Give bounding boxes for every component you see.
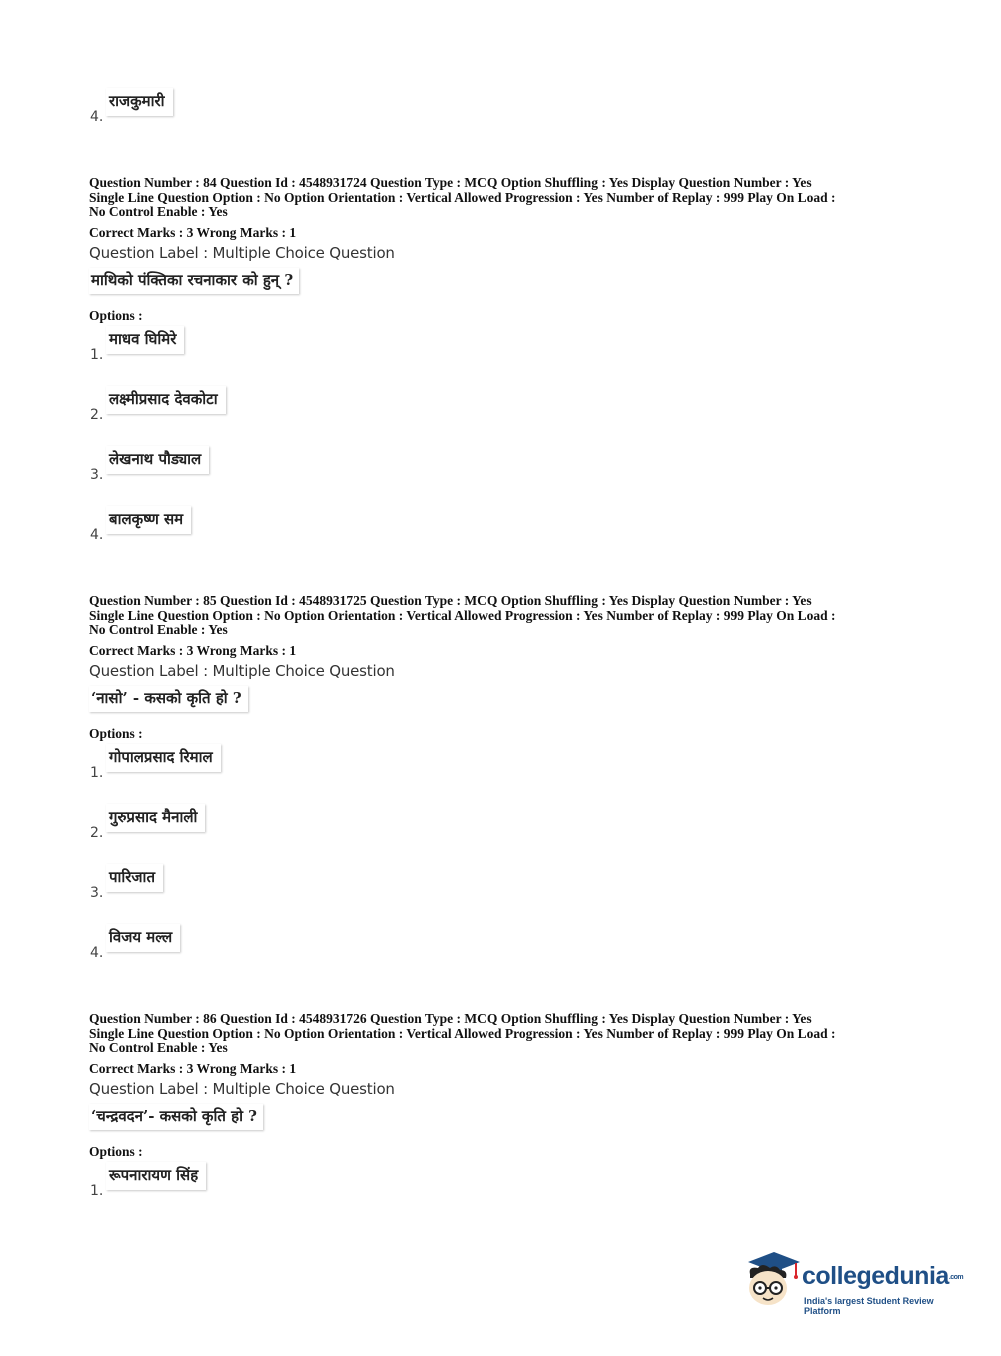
logo-brand: collegedunia.com <box>802 1262 964 1290</box>
option-item <box>89 324 919 384</box>
question-meta-line: Single Line Question Option : No Option Orientation : Vertical Allowed Progression : Yes Number of Replay : 999 Play On Load : <box>89 1025 836 1041</box>
option-item <box>89 86 919 146</box>
option-text: राजकुमारी <box>106 88 173 116</box>
option-number: 2. <box>90 824 104 841</box>
question-marks: Correct Marks : 3 Wrong Marks : 1 <box>89 224 297 240</box>
option-number: 4. <box>90 109 104 125</box>
option-number: 1. <box>90 1182 104 1199</box>
question-meta-line: Question Number : 85 Question Id : 4548931725 Question Type : MCQ Option Shuffling : Yes Display Question Number : Yes <box>89 593 812 608</box>
option-number: 4. <box>90 944 104 961</box>
option-text: लेखनाथ पौड्याल <box>106 446 209 474</box>
option-item <box>89 384 919 444</box>
question-block-85 <box>89 594 919 982</box>
option-text: पारिजात <box>106 864 163 892</box>
option-item <box>89 742 919 802</box>
question-meta-line: Single Line Question Option : No Option Orientation : Vertical Allowed Progression : Yes Number of Replay : 999 Play On Load : <box>89 607 836 623</box>
option-item <box>89 862 919 922</box>
option-item <box>89 504 919 564</box>
option-text: विजय मल्ल <box>106 924 180 952</box>
option-text: गोपालप्रसाद रिमाल <box>106 744 221 772</box>
options-heading: Options : <box>89 1143 143 1159</box>
mascot-icon <box>740 1248 802 1312</box>
question-meta-line: Single Line Question Option : No Option Orientation : Vertical Allowed Progression : Yes Number of Replay : 999 Play On Load : <box>89 189 836 205</box>
option-number: 2. <box>90 406 104 423</box>
question-block-84 <box>89 176 919 564</box>
question-meta-line: Question Number : 84 Question Id : 4548931724 Question Type : MCQ Option Shuffling : Yes Display Question Number : Yes <box>89 175 812 190</box>
question-meta-line: Question Number : 86 Question Id : 4548931726 Question Type : MCQ Option Shuffling : Yes Display Question Number : Yes <box>89 1011 812 1026</box>
question-meta-line: No Control Enable : Yes <box>89 204 228 219</box>
option-item <box>89 444 919 504</box>
option-number: 3. <box>90 466 104 483</box>
question-meta-line: No Control Enable : Yes <box>89 622 228 637</box>
question-text: माथिको पंक्तिका रचनाकार को हुन् ? <box>89 268 299 294</box>
question-label: Question Label : Multiple Choice Question <box>89 243 395 262</box>
option-number: 1. <box>90 346 104 363</box>
option-number: 4. <box>90 526 104 543</box>
question-text: ‘नासो’ - कसको कृति हो ? <box>89 686 248 712</box>
question-marks: Correct Marks : 3 Wrong Marks : 1 <box>89 1060 297 1076</box>
option-item <box>89 922 919 982</box>
options-heading: Options : <box>89 725 143 741</box>
option-text: गुरुप्रसाद मैनाली <box>106 804 205 832</box>
option-text: बालकृष्ण सम <box>106 506 191 534</box>
option-item <box>89 1160 919 1220</box>
option-item <box>89 802 919 862</box>
option-number: 1. <box>90 764 104 781</box>
options-heading: Options : <box>89 307 143 323</box>
option-text: लक्ष्मीप्रसाद देवकोटा <box>106 386 226 414</box>
question-meta-line: No Control Enable : Yes <box>89 1040 228 1055</box>
option-text: माधव घिमिरे <box>106 326 184 354</box>
collegedunia-logo <box>740 1248 970 1318</box>
option-text: रूपनारायण सिंह <box>106 1162 206 1190</box>
option-number: 3. <box>90 884 104 901</box>
question-text: ‘चन्द्रवदन’- कसको कृति हो ? <box>89 1104 263 1130</box>
question-block-86 <box>89 1012 919 1220</box>
prev-question-tail <box>89 86 919 146</box>
question-label: Question Label : Multiple Choice Question <box>89 661 395 680</box>
question-marks: Correct Marks : 3 Wrong Marks : 1 <box>89 642 297 658</box>
question-label: Question Label : Multiple Choice Question <box>89 1079 395 1098</box>
logo-tagline: India's largest Student Review Platform <box>804 1296 934 1316</box>
